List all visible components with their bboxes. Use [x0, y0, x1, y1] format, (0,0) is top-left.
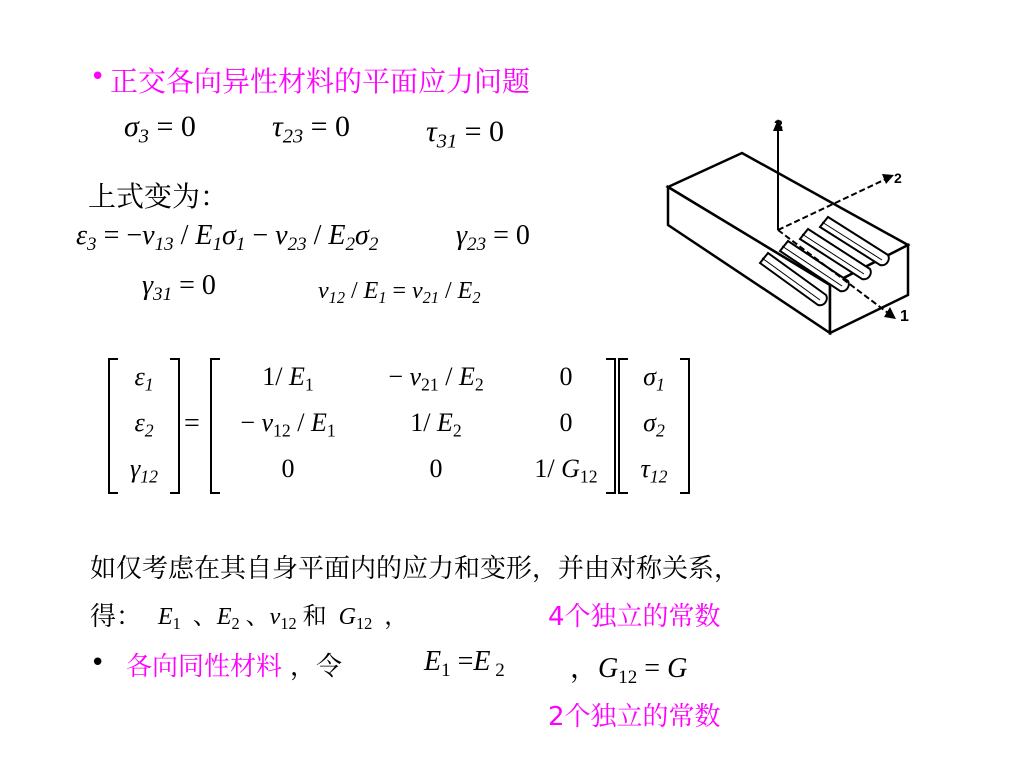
axis-label-3: 3: [774, 118, 783, 135]
isotropic-shear: ，$G_{12} = G$: [570, 653, 688, 689]
epsilon3-equation: $\varepsilon_3 = -\nu_{13} / E_1\sigma_1 - \nu_{23} / E_2\sigma_2$: [76, 220, 379, 256]
reciprocity-equation: $\nu_{12} / E_1 = \nu_{21} / E_2$: [318, 278, 481, 308]
title-bullet: •: [90, 62, 106, 92]
isotropic-label: 各向同性材料: [126, 652, 283, 682]
strain-vector: $\varepsilon_1$ $\varepsilon_2$ $\gamma_{12}$: [108, 358, 180, 492]
stress-vector: $\sigma_1$ $\sigma_2$ $\tau_{12}$: [618, 358, 690, 492]
intro-text: 上式变为：: [88, 180, 229, 213]
matrix-equals: =: [184, 408, 200, 439]
isotropic-condition: $E_1 =E$ $_2$: [424, 646, 505, 682]
paragraph-line1: 如仅考虑在其自身平面内的应力和变形，并由对称关系，: [90, 554, 741, 584]
condition-sigma3: $\sigma_3 = 0$: [124, 110, 196, 148]
condition-tau23: $\tau_{23} = 0$: [272, 110, 351, 148]
isotropic-bullet: •: [90, 648, 106, 678]
gamma31-equation: $\gamma_{31} = 0$: [142, 270, 216, 306]
axis-label-2: 2: [894, 170, 902, 186]
slide-title: 正交各向异性材料的平面应力问题: [110, 65, 531, 98]
four-constants-text: 4个独立的常数: [548, 602, 721, 632]
constants-list: $E_1$ 、$E_2$ 、$\nu_{12}$ 和 $G_{12}$ ，: [158, 602, 409, 634]
gamma23-equation: $\gamma_{23} = 0$: [456, 220, 530, 256]
compliance-matrix: 1/ $E_1$ − $\nu_{21} / E_2$ 0 − $\nu_{12} / E_1$ 1/ $E_2$ 0 0 0 1/ $G_{12}$: [210, 358, 616, 492]
two-constants-text: 2个独立的常数: [548, 702, 721, 732]
paragraph-prefix: 得：: [90, 602, 143, 632]
plate-diagram: [650, 105, 920, 345]
isotropic-let: ，令: [290, 652, 343, 682]
axis-label-1: 1: [900, 308, 909, 325]
condition-tau31: $\tau_{31} = 0$: [426, 115, 505, 153]
